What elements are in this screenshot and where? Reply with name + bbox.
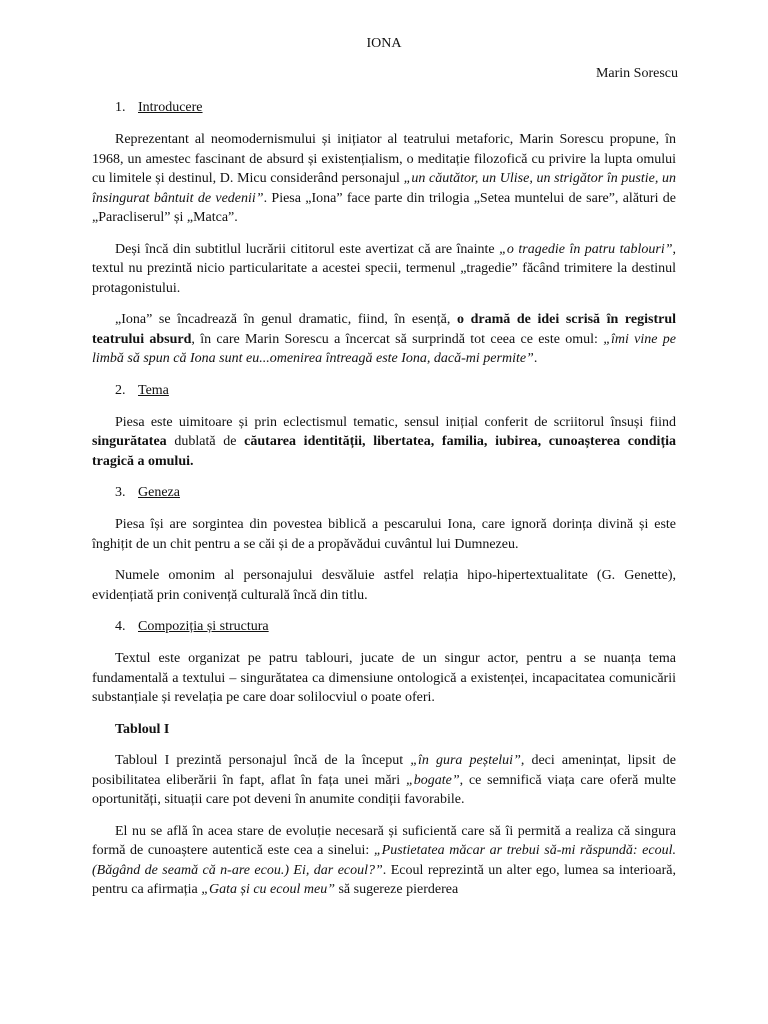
section-number: 2. (115, 382, 126, 398)
section-label: Tema (138, 382, 169, 398)
emphasis: singurătatea (92, 434, 167, 449)
quote: „un căutător, un Ulise, un strigător în pustie, un însingurat bântuit de vedenii” (92, 171, 676, 206)
quote: „bogate” (405, 772, 460, 788)
emphasis: o dramă de idei scrisă în registrul teatrului absurd (92, 312, 677, 347)
paragraph: Piesa este uimitoare și prin eclectismul tematic, sensul inițial conferit de scriitorul însuși fiind singurătatea dublată de căutarea identității, libertatea, familia, iubirea, cunoașterea condiția tragică a omului. (92, 414, 677, 469)
emphasis: căutarea identității, libertatea, familia, iubirea, cunoașterea condiția tragică a omului. (92, 434, 677, 469)
section-number: 3. (115, 485, 126, 500)
section-heading-tema (115, 381, 676, 401)
quote: „Gata și cu ecoul meu” (201, 882, 335, 897)
quote: „în gura peștelui” (410, 753, 521, 768)
section-heading-introducere (115, 98, 676, 118)
section-label: Geneza (138, 485, 180, 500)
section-number: 1. (115, 100, 126, 115)
subsection-heading-tabloul-i: Tabloul I (115, 721, 170, 737)
author-name: Marin Sorescu (595, 66, 678, 81)
paragraph: „Iona” se încadrează în genul dramatic, fiind, în esență, o dramă de idei scrisă în registrul teatrului absurd, în care Marin Sorescu a încercat să surprindă tot ceea ce este omul: „îmi vine pe limbă să spun că Iona sunt eu...omenirea întreagă este Iona, dacă-mi permite”. (92, 312, 677, 366)
section-label: Introducere (138, 100, 203, 115)
document-body (92, 98, 676, 912)
paragraph: Textul este organizat pe patru tablouri, jucate de un singur actor, pentru a se nuanța tema fundamentală a textului – singurătatea ca dimensiune ontologică a existenței, incapacitatea comunicării substanțiale și revelația pe care doar solilocviul o poate oferi. (92, 651, 676, 705)
paragraph: Reprezentant al neomodernismului și inițiator al teatrului metaforic, Marin Sorescu propune, în 1968, un amestec fascinant de absurd și existențialism, o meditație filozofică cu privire la lupta omului cu limitele și destinul, D. Micu considerând personajul „un căutător, un Ulise, un strigător în pustie, un însingurat bântuit de vedenii”. Piesa „Iona” face parte din trilogia „Setea muntelui de sare”, alături de „Paracliserul” și „Matca”. (92, 132, 676, 225)
paragraph: Piesa își are sorgintea din povestea biblică a pescarului Iona, care ignoră dorința divină și este înghițit de un chit pentru a se căi și de a propăvădui cuvântul lui Dumnezeu. (92, 517, 676, 552)
section-heading-compozitia (115, 617, 676, 637)
section-label: Compoziția și structura (138, 619, 269, 634)
paragraph: Deși încă din subtitlul lucrării cititorul este avertizat că are înainte „o tragedie în patru tablouri”, textul nu prezintă nicio particularitate a acestei specii, termenul „tragedie” făcând trimitere la destinul protagonistului. (92, 241, 677, 296)
paragraph: Numele omonim al personajului desvăluie astfel relația hipo-hipertextualitate (G. Genette), evidențiată prin conivență culturală încă din titlu. (92, 568, 676, 603)
paragraph: El nu se află în acea stare de evoluție necesară și suficientă care să îi permită a realiza că singura formă de cunoaștere autentică este cea a sinelui: „Pustietatea măcar ar trebui să-mi răspundă: ecoul. (Băgând de seamă că n-are ecou.) Ei, dar ecoul?”. Ecoul reprezintă un alter ego, lumea sa interioară, pentru ca afirmația „Gata și cu ecoul meu” să sugereze pierderea (92, 823, 676, 897)
section-heading-geneza (115, 483, 676, 503)
document-title: IONA (366, 36, 402, 51)
paragraph: Tabloul I prezintă personajul încă de la început „în gura peștelui”, deci amenințat, lipsit de posibilitatea eliberării în fapt, aflat în fața unei mări „bogate”, ce semnifică viața care oferă multe oportunități, situații care pot deveni în anumite condiții favorabile. (92, 753, 677, 807)
quote: „Pustietatea măcar ar trebui să-mi răspundă: ecoul. (Băgând de seamă că n-are ecou.) Ei, dar ecoul?” (92, 843, 676, 878)
section-number: 4. (115, 619, 126, 634)
quote: „îmi vine pe limbă să spun că Iona sunt eu...omenirea întreagă este Iona, dacă-mi permite” (92, 331, 676, 366)
quote: „o tragedie în patru tablouri” (499, 241, 673, 257)
